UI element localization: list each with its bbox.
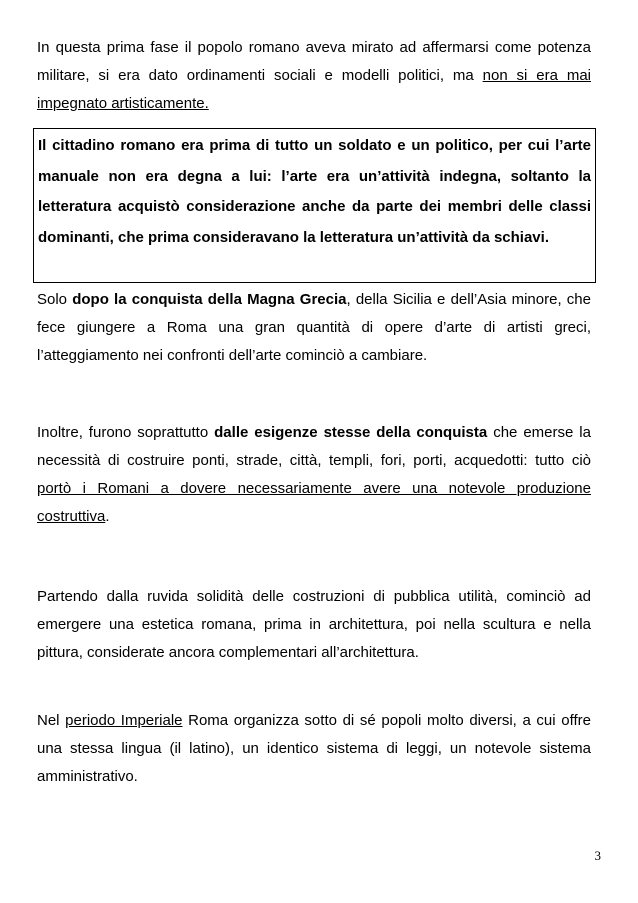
paragraph-estetica-text: Partendo dalla ruvida solidità delle costruzioni di pubblica utilità, cominciò ad emergere una estetica romana, prima in architettura, poi nella scultura e nella pittura, considerate ancora complementari all’architettura. [37, 588, 591, 661]
paragraph-conquista-underlined: portò i Romani a dovere necessariamente avere una notevole produzione costruttiva [37, 480, 591, 525]
paragraph-magna-grecia-bold: dopo la conquista della Magna Grecia [72, 291, 347, 308]
paragraph-estetica [37, 583, 591, 667]
paragraph-conquista-text-a: Inoltre, furono soprattutto [37, 424, 215, 441]
paragraph-intro-underlined: non si era mai impegnato artisticamente. [37, 67, 591, 112]
highlight-box [33, 128, 596, 283]
highlight-box-text: Il cittadino romano era prima di tutto un soldato e un politico, per cui l’arte manuale non era degna a lui: l’arte era un’attività indegna, soltanto la letteratura acquistò considerazione anche da parte dei membri delle classi dominanti, che prima consideravano la letteratura un’attività da schiavi. [38, 137, 591, 246]
paragraph-imperiale-text-b: Roma organizza sotto di sé popoli molto diversi, a cui offre una stessa lingua (il latino), un identico sistema di leggi, un notevole sistema amministrativo. [37, 712, 591, 785]
paragraph-conquista-text-c: . [105, 508, 110, 525]
page-number: 3 [594, 848, 601, 863]
paragraph-imperiale [37, 707, 591, 791]
paragraph-magna-grecia-text-a: Solo [37, 291, 73, 308]
paragraph-intro-text: In questa prima fase il popolo romano aveva mirato ad affermarsi come potenza militare, si era dato ordinamenti sociali e modelli politici, ma [37, 39, 591, 84]
paragraph-magna-grecia-text-b: , della Sicilia e dell’Asia minore, che fece giungere a Roma una gran quantità di opere d’arte di artisti greci, l’atteggiamento nei confronti dell’arte cominciò a cambiare. [37, 291, 591, 364]
paragraph-imperiale-underlined: periodo Imperiale [65, 712, 183, 729]
paragraph-magna-grecia [37, 286, 591, 370]
paragraph-conquista [37, 419, 591, 531]
paragraph-imperiale-text-a: Nel [37, 712, 66, 729]
paragraph-conquista-text-b: che emerse la necessità di costruire ponti, strade, città, templi, fori, porti, acquedotti: tutto ciò [37, 424, 591, 469]
paragraph-conquista-bold: dalle esigenze stesse della conquista [214, 424, 488, 441]
paragraph-intro [37, 34, 591, 118]
